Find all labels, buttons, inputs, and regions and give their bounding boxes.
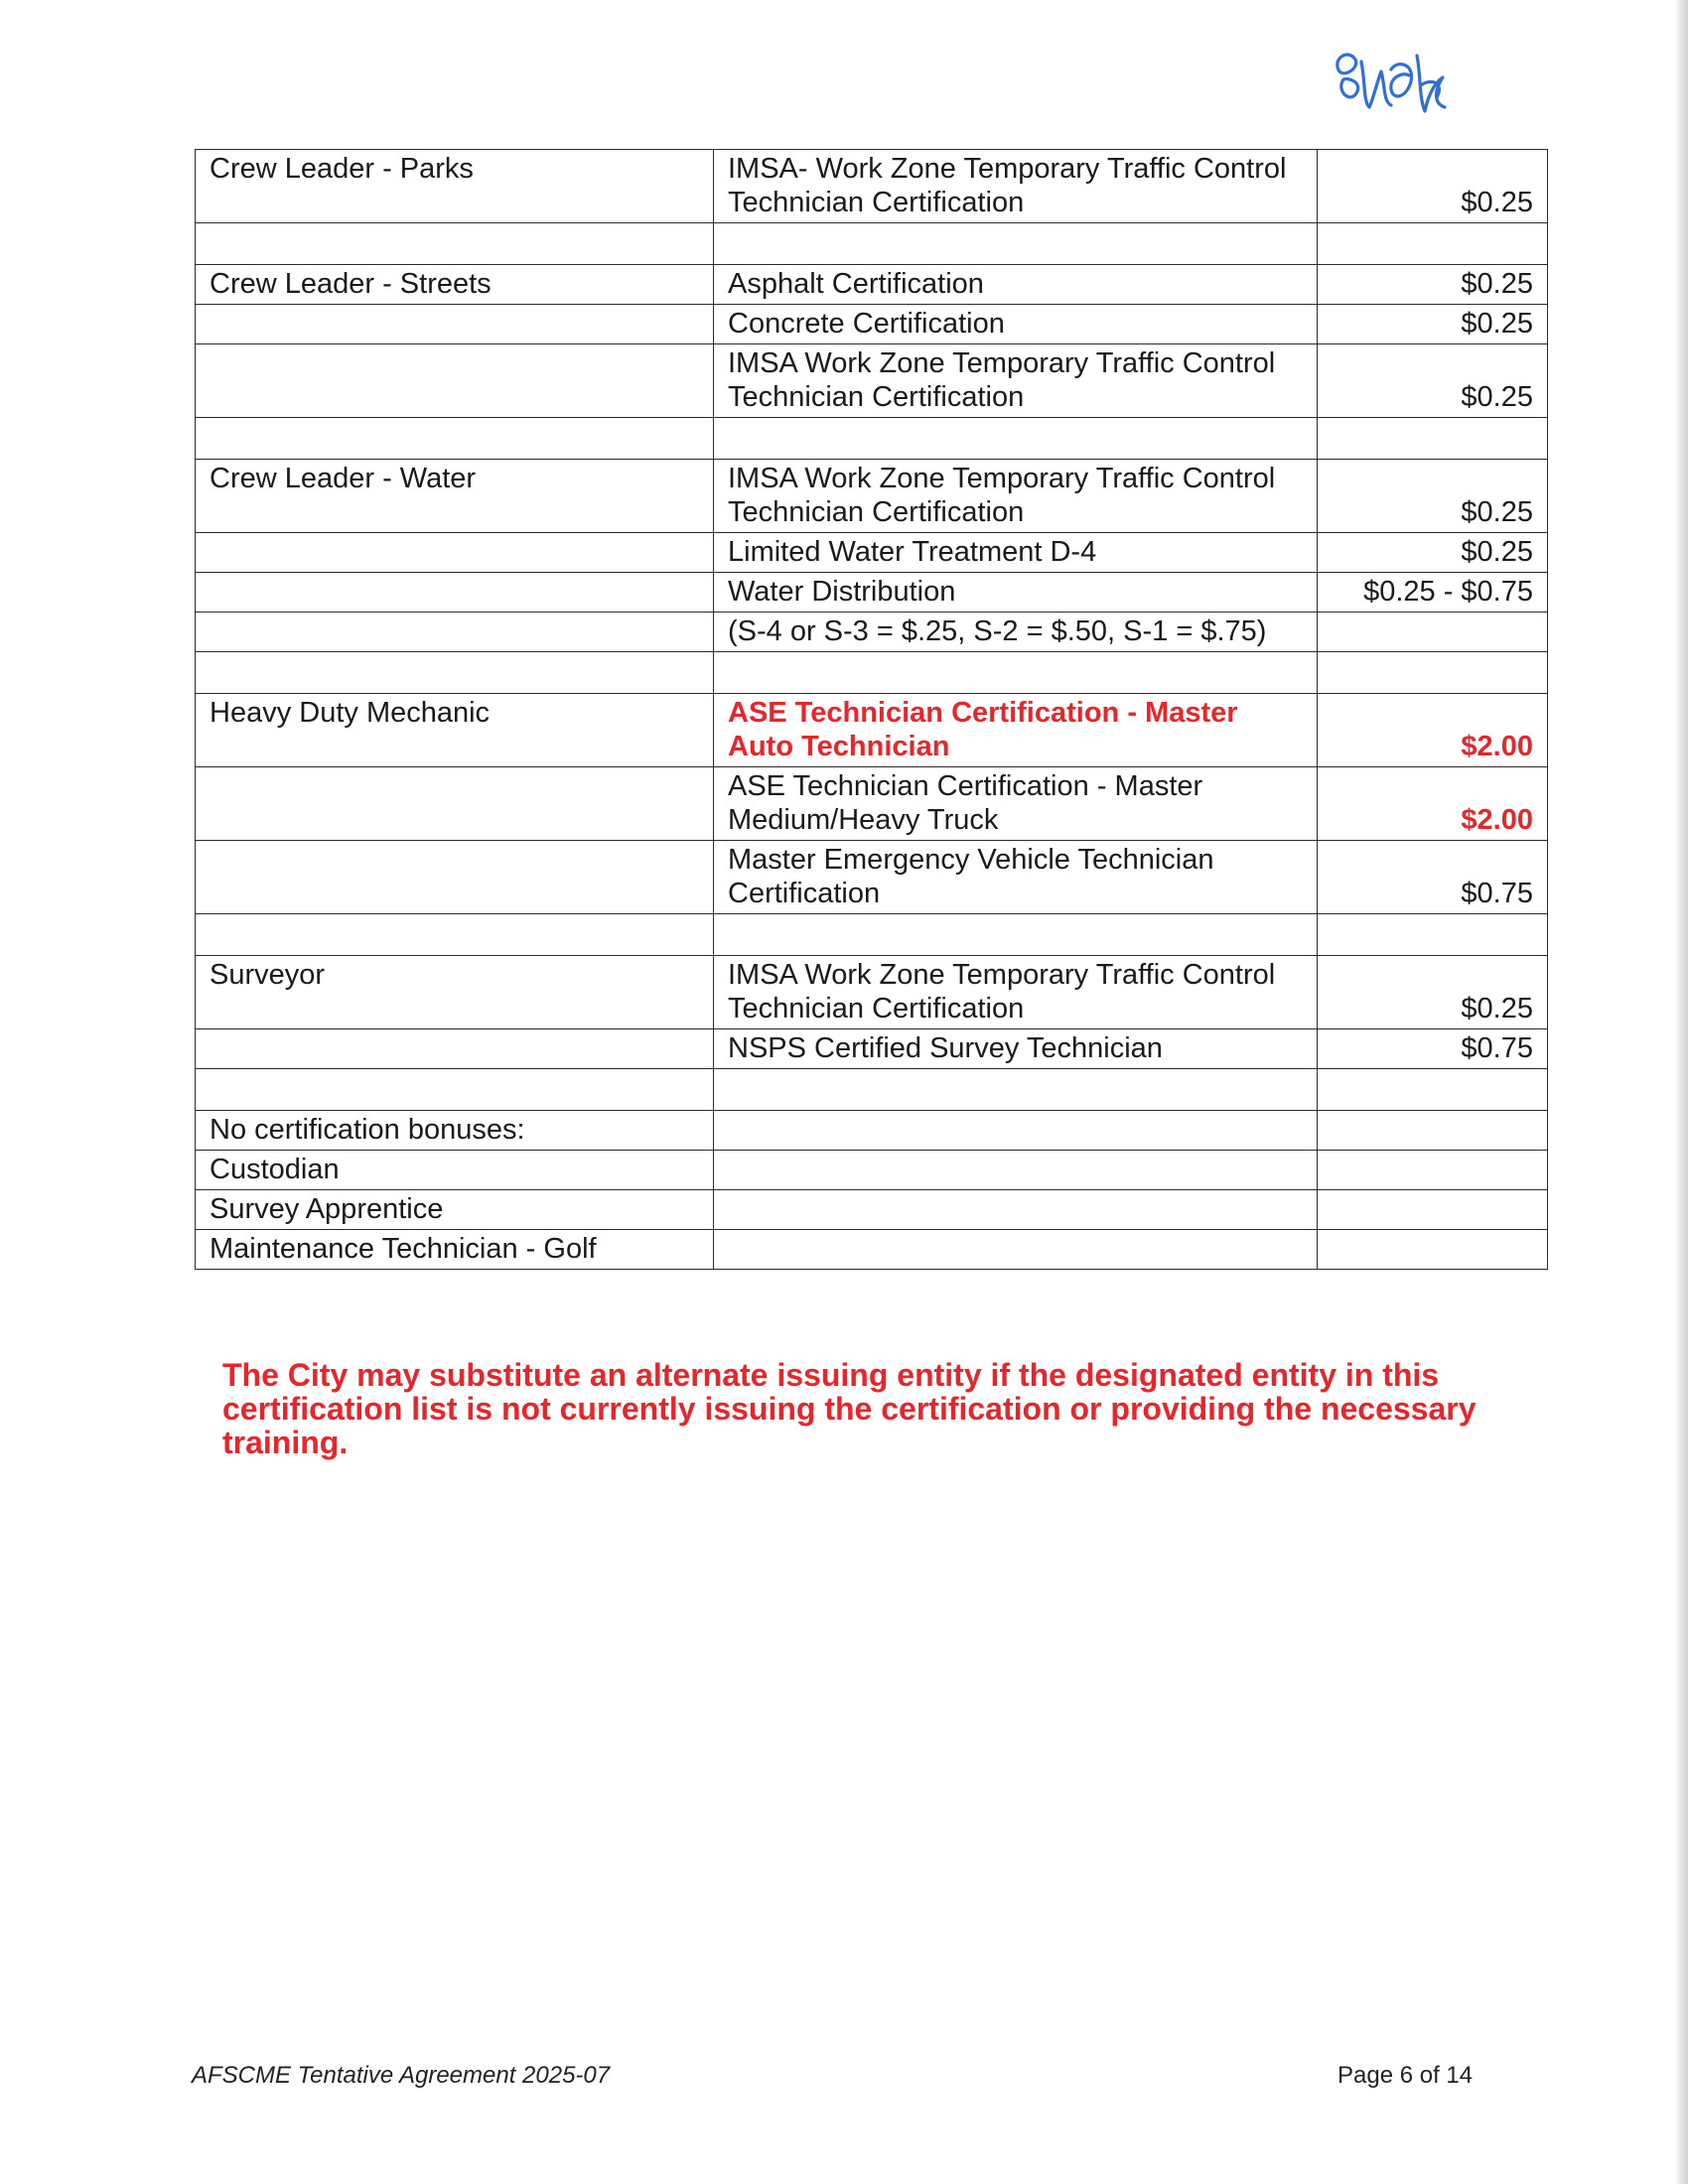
bonus-amount-cell <box>1318 914 1548 956</box>
bonus-amount-cell <box>1318 613 1548 652</box>
bonus-amount-cell <box>1318 1151 1548 1190</box>
table-row <box>196 223 1548 265</box>
position-cell: No certification bonuses: <box>196 1111 714 1151</box>
bonus-amount-cell: $0.25 <box>1318 460 1548 533</box>
certification-cell: IMSA Work Zone Temporary Traffic Control Technician Certification <box>714 460 1318 533</box>
certification-cell: NSPS Certified Survey Technician <box>714 1029 1318 1069</box>
table-row <box>196 305 1548 344</box>
position-cell <box>196 573 714 613</box>
table-row <box>196 533 1548 573</box>
bonus-amount-cell <box>1318 652 1548 694</box>
table-row <box>196 1111 1548 1151</box>
table-row <box>196 573 1548 613</box>
certification-cell: IMSA- Work Zone Temporary Traffic Control Technician Certification <box>714 150 1318 223</box>
certification-cell <box>714 1151 1318 1190</box>
table-row <box>196 694 1548 767</box>
certification-cell <box>714 223 1318 265</box>
bonus-amount-cell: $0.25 <box>1318 305 1548 344</box>
table-row <box>196 460 1548 533</box>
bonus-amount-cell: $0.75 <box>1318 841 1548 914</box>
bonus-amount-cell <box>1318 1111 1548 1151</box>
certification-cell: Limited Water Treatment D-4 <box>714 533 1318 573</box>
certification-cell <box>714 1190 1318 1230</box>
position-cell: Custodian <box>196 1151 714 1190</box>
certification-cell <box>714 1111 1318 1151</box>
scan-edge-shadow <box>1674 0 1688 2184</box>
bonus-amount-cell <box>1318 1069 1548 1111</box>
position-cell <box>196 344 714 418</box>
position-cell: Crew Leader - Parks <box>196 150 714 223</box>
table-row <box>196 652 1548 694</box>
certification-cell: Asphalt Certification <box>714 265 1318 305</box>
table-row <box>196 613 1548 652</box>
table-row <box>196 344 1548 418</box>
position-cell <box>196 767 714 841</box>
table-row <box>196 1151 1548 1190</box>
table-row <box>196 914 1548 956</box>
position-cell <box>196 841 714 914</box>
position-cell: Surveyor <box>196 956 714 1029</box>
certification-cell <box>714 418 1318 460</box>
bonus-amount-cell: $0.25 <box>1318 956 1548 1029</box>
position-cell: Crew Leader - Streets <box>196 265 714 305</box>
certification-cell <box>714 652 1318 694</box>
position-cell: Crew Leader - Water <box>196 460 714 533</box>
bonus-amount-cell: $0.25 <box>1318 265 1548 305</box>
table-row <box>196 265 1548 305</box>
certification-cell <box>714 914 1318 956</box>
footer-agreement-title: AFSCME Tentative Agreement 2025-07 <box>192 2062 611 2089</box>
bonus-amount-cell: $0.25 - $0.75 <box>1318 573 1548 613</box>
bonus-amount-cell: $0.25 <box>1318 150 1548 223</box>
bonus-amount-cell <box>1318 418 1548 460</box>
table-row <box>196 956 1548 1029</box>
position-cell: Heavy Duty Mechanic <box>196 694 714 767</box>
table-row <box>196 767 1548 841</box>
footer-page-number: Page 6 of 14 <box>1337 2062 1474 2089</box>
position-cell <box>196 305 714 344</box>
certification-cell: IMSA Work Zone Temporary Traffic Control Technician Certification <box>714 956 1318 1029</box>
position-cell <box>196 652 714 694</box>
position-cell <box>196 223 714 265</box>
position-cell <box>196 1029 714 1069</box>
table-row <box>196 418 1548 460</box>
bonus-amount-cell: $0.25 <box>1318 344 1548 418</box>
substitution-notice: The City may substitute an alternate issuing entity if the designated entity in this certification list is not currently issuing the certification or providing the necessary training. <box>222 1357 1477 1460</box>
certification-cell: ASE Technician Certification - Master Auto Technician <box>714 694 1318 767</box>
table-row <box>196 1190 1548 1230</box>
position-cell <box>196 418 714 460</box>
certification-cell: ASE Technician Certification - Master Medium/Heavy Truck <box>714 767 1318 841</box>
certification-cell <box>714 1069 1318 1111</box>
table-row <box>196 1069 1548 1111</box>
certification-cell: Water Distribution <box>714 573 1318 613</box>
certification-cell <box>714 1230 1318 1270</box>
position-cell <box>196 1069 714 1111</box>
bonus-amount-cell: $0.75 <box>1318 1029 1548 1069</box>
certification-cell: Concrete Certification <box>714 305 1318 344</box>
certification-cell: Master Emergency Vehicle Technician Certification <box>714 841 1318 914</box>
table-row <box>196 1230 1548 1270</box>
position-cell: Survey Apprentice <box>196 1190 714 1230</box>
handwritten-initials <box>1326 42 1455 126</box>
bonus-amount-cell <box>1318 223 1548 265</box>
certification-cell: (S-4 or S-3 = $.25, S-2 = $.50, S-1 = $.75) <box>714 613 1318 652</box>
certification-table <box>195 149 1548 1270</box>
bonus-amount-cell: $2.00 <box>1318 767 1548 841</box>
position-cell <box>196 613 714 652</box>
position-cell <box>196 914 714 956</box>
table-row <box>196 1029 1548 1069</box>
table-row <box>196 150 1548 223</box>
bonus-amount-cell: $2.00 <box>1318 694 1548 767</box>
table-row <box>196 841 1548 914</box>
bonus-amount-cell <box>1318 1230 1548 1270</box>
bonus-amount-cell <box>1318 1190 1548 1230</box>
position-cell <box>196 533 714 573</box>
certification-cell: IMSA Work Zone Temporary Traffic Control Technician Certification <box>714 344 1318 418</box>
bonus-amount-cell: $0.25 <box>1318 533 1548 573</box>
position-cell: Maintenance Technician - Golf <box>196 1230 714 1270</box>
